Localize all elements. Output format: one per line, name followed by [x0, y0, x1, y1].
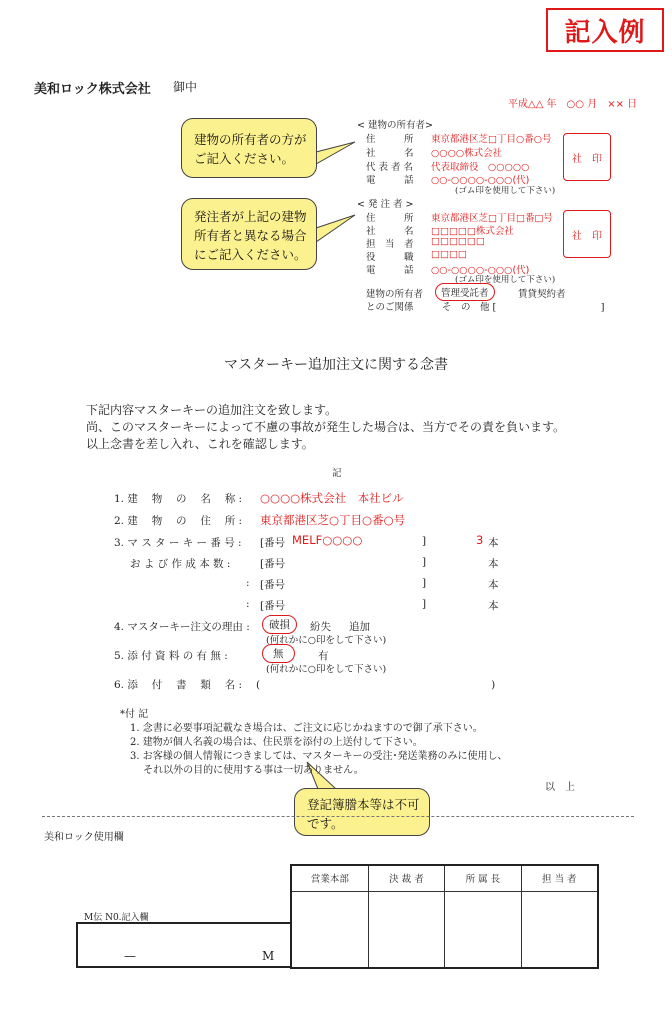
item-label: 3. マ ス タ ー キ ー 番 号 :	[114, 537, 242, 549]
addressee-honorific: 御中	[173, 80, 198, 94]
date-field: 平成△△ 年 ○○ 月 ×× 日	[508, 99, 638, 110]
relation-option-selected[interactable]: 管理受託者	[435, 283, 495, 301]
callout-orderer: 発注者が上記の建物 所有者と異なる場合 にご記入ください。	[181, 198, 317, 270]
intro-line: 以上念書を差し入れ、これを確認します。	[86, 437, 314, 451]
item-label: 6. 添 付 書 類 名 :	[114, 679, 243, 691]
item-label: お よ び 作 成 本 数 :	[130, 558, 231, 570]
m-number-box[interactable]	[76, 922, 290, 968]
orderer-value: 東京都港区芝□丁目□番□号	[431, 213, 553, 224]
orderer-seal: 社 印	[563, 210, 611, 258]
item-label: 4. マスターキー注文の理由 :	[114, 621, 250, 633]
owner-value: ○○-○○○○-○○○(代)	[431, 175, 530, 186]
item-label: 5. 添 付 資 料 の 有 無 :	[114, 650, 228, 662]
item-value[interactable]: 東京都港区芝○丁目○番○号	[260, 513, 406, 527]
orderer-section-label: < 発 注 者 >	[357, 199, 414, 210]
document-title: マスターキー追加注文に関する念書	[224, 357, 448, 373]
approval-cell[interactable]	[291, 891, 368, 968]
owner-section-label: < 建物の所有者>	[357, 120, 433, 131]
callout-tail	[316, 215, 355, 242]
approval-header: 決 裁 者	[368, 865, 444, 891]
approval-cell[interactable]	[521, 891, 598, 968]
m-number-suffix: M	[262, 949, 275, 963]
reason-option-selected[interactable]: 破損	[262, 615, 297, 634]
attachment-option-selected[interactable]: 無	[262, 644, 295, 663]
callout-owner: 建物の所有者の方が ご記入ください。	[181, 118, 317, 178]
owner-seal: 社 印	[563, 133, 611, 181]
owner-value: 代表取締役 ○○○○○	[431, 162, 530, 173]
note-line: 1. 念書に必要事項記載なき場合は、ご注文に応じかねますので御了承下さい。	[130, 723, 483, 734]
key-qty-value[interactable]: 3	[476, 533, 484, 547]
bracket-close: ]	[422, 556, 427, 568]
approval-header: 所 属 長	[445, 865, 521, 891]
orderer-label: 担 当 者	[366, 239, 414, 250]
relation-option[interactable]: 賃貸契約者	[518, 289, 566, 300]
relation-label: とのご関係	[366, 302, 414, 313]
orderer-value: □□□□□株式会社	[431, 226, 514, 237]
item-label: 2. 建 物 の 住 所 :	[114, 515, 243, 527]
approval-table	[290, 864, 599, 969]
unit-label: 本	[488, 537, 499, 549]
note-line: 3. お客様の個人情報につきましては、マスターキーの受注･発送業務のみに使用し、	[130, 751, 508, 762]
item-colon: :	[246, 577, 250, 589]
orderer-value: ○○-○○○○-○○○(代)	[431, 265, 530, 276]
note-line: 2. 建物が個人名義の場合は、住民票を添付の上送付して下さい。	[130, 737, 423, 748]
approval-cell[interactable]	[445, 891, 521, 968]
unit-label: 本	[488, 558, 499, 570]
bracket-open: [番号	[260, 537, 286, 549]
intro-line: 下記内容マスターキーの追加注文を致します。	[86, 403, 338, 417]
owner-value: ○○○○株式会社	[431, 148, 503, 159]
owner-label: 電 話	[366, 175, 414, 186]
owner-label: 社 名	[366, 148, 414, 159]
bracket-close: ]	[422, 598, 427, 610]
orderer-label: 住 所	[366, 213, 414, 224]
ki-label: 記	[332, 468, 342, 479]
m-number-label: M伝 N0.記入欄	[84, 913, 149, 923]
relation-other[interactable]: そ の 他 [ ]	[442, 302, 605, 313]
item-note: (何れかに○印をして下さい)	[266, 635, 387, 646]
approval-cell[interactable]	[368, 891, 444, 968]
reason-option[interactable]: 追加	[349, 621, 370, 633]
intro-line: 尚、このマスターキーによって不慮の事故が発生した場合は、当方でその責を負います。	[86, 420, 566, 434]
owner-note: (ゴム印を使用して下さい)	[455, 186, 556, 196]
orderer-value: □□□□	[431, 249, 467, 260]
bracket-open: [番号	[260, 600, 286, 612]
office-use-label: 美和ロック使用欄	[44, 832, 124, 843]
item-label: 1. 建 物 の 名 称 :	[114, 493, 243, 505]
unit-label: 本	[488, 600, 499, 612]
bracket-open: [番号	[260, 579, 286, 591]
callout-tail	[316, 142, 355, 164]
bracket-open: [番号	[260, 558, 286, 570]
orderer-label: 社 名	[366, 226, 414, 237]
owner-label: 代 表 者 名	[366, 162, 414, 173]
reason-option[interactable]: 紛失	[310, 621, 331, 633]
m-number-dash: —	[124, 949, 136, 963]
separator-line	[42, 816, 634, 817]
bracket-close: ]	[422, 535, 427, 547]
bracket-close: ]	[422, 577, 427, 589]
orderer-label: 電 話	[366, 265, 414, 276]
approval-header: 営業本部	[291, 865, 368, 891]
callout-registry: 登記簿謄本等は不可 です。	[294, 788, 430, 836]
item-colon: :	[246, 598, 250, 610]
item-note: (何れかに○印をして下さい)	[266, 664, 387, 675]
note-line: それ以外の目的に使用する事は一切ありません。	[130, 765, 364, 776]
attachment-option[interactable]: 有	[318, 650, 329, 662]
relation-label: 建物の所有者	[366, 289, 424, 300]
closing-text: 以 上	[545, 782, 575, 793]
item-value[interactable]: ( )	[256, 679, 496, 691]
orderer-note: (ゴム印を使用して下さい)	[455, 275, 556, 285]
owner-label: 住 所	[366, 134, 414, 145]
orderer-label: 役 職	[366, 252, 414, 263]
notes-heading: *付 記	[120, 709, 149, 720]
unit-label: 本	[488, 579, 499, 591]
item-value[interactable]: ○○○○株式会社 本社ビル	[260, 491, 404, 505]
sample-stamp: 記入例	[546, 8, 664, 52]
key-number-value[interactable]: MELF○○○○	[292, 533, 363, 547]
owner-value: 東京都港区芝□丁目○番○号	[431, 134, 552, 145]
approval-header: 担 当 者	[521, 865, 598, 891]
orderer-value: □□□□□□	[431, 236, 485, 247]
addressee-company: 美和ロック株式会社	[34, 82, 151, 97]
